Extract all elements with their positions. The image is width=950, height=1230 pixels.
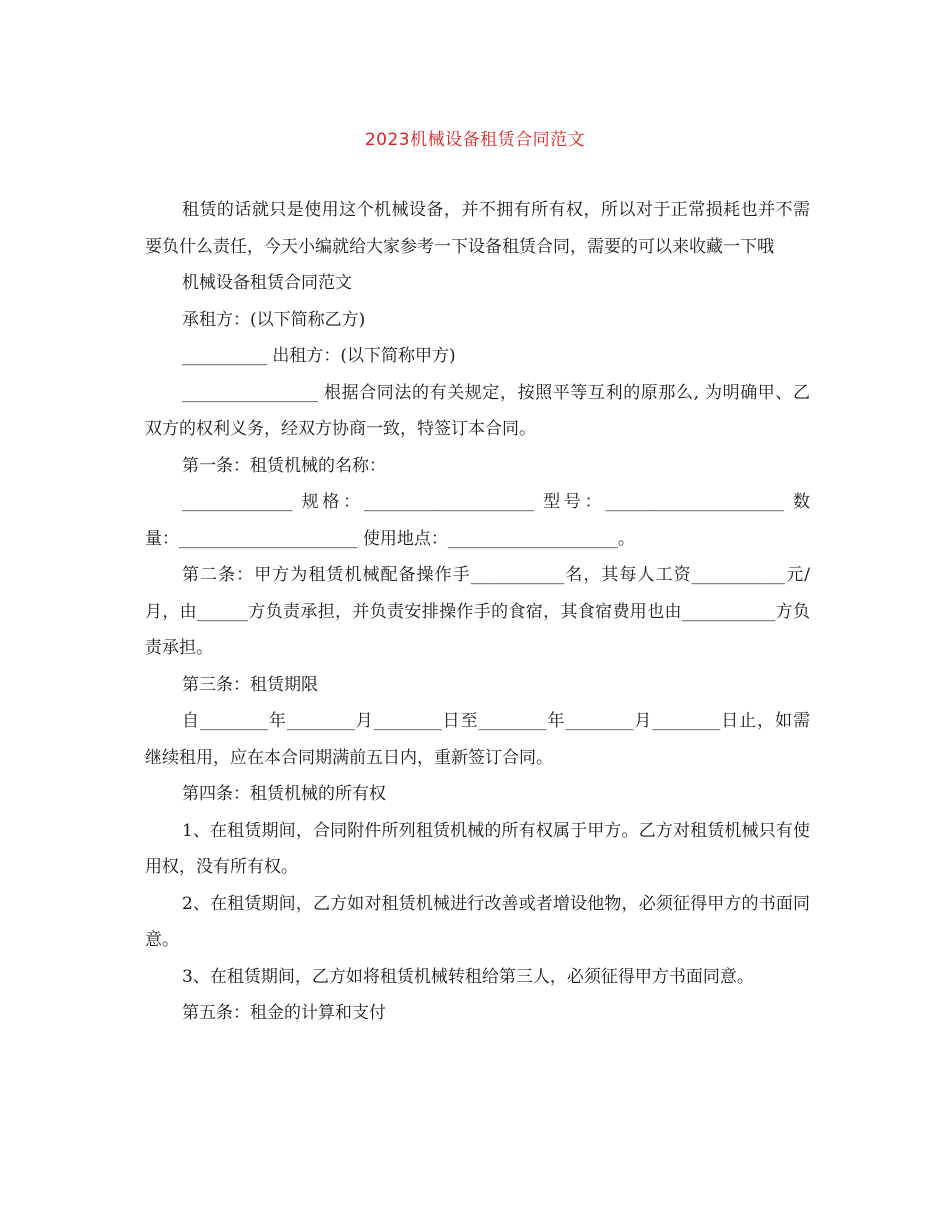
article-4-clause-1: 1、在租赁期间，合同附件所列租赁机械的所有权属于甲方。乙方对租赁机械只有使用权，没有所有权。 bbox=[145, 820, 810, 877]
paragraph-subtitle: 机械设备租赁合同范文 bbox=[182, 273, 352, 293]
paragraph-intro: 租赁的话就只是使用这个机械设备，并不拥有所有权，所以对于正常损耗也并不需要负什么责任，今天小编就给大家参考一下设备租赁合同，需要的可以来收藏一下哦 bbox=[145, 200, 810, 257]
article-3-heading: 第三条：租赁期限 bbox=[182, 674, 318, 695]
document-body bbox=[145, 192, 810, 1032]
document-title: 2023机械设备租赁合同范文 bbox=[364, 130, 586, 150]
article-2: 第二条：甲方为租赁机械配备操作手___________名，其每人工资___________元/月，由______方负责承担，并负责安排操作手的食宿，其食宿费用也由___________方负责承担。 bbox=[145, 565, 810, 658]
paragraph-lessor: __________ 出租方：(以下简称甲方) bbox=[182, 346, 456, 366]
article-1-heading: 第一条：租赁机械的名称： bbox=[182, 455, 386, 476]
article-4-heading: 第四条：租赁机械的所有权 bbox=[182, 784, 386, 804]
article-4-clause-3: 3、在租赁期间，乙方如将租赁机械转租给第三人，必须征得甲方书面同意。 bbox=[182, 966, 754, 987]
article-1-fields: _____________ 规格：____________________ 型号：_____________________ 数量：_____________________ 使用地点：____________________。 bbox=[145, 492, 810, 549]
paragraph-preamble: ________________ 根据合同法的有关规定，按照平等互利的原那么, 为明确甲、乙双方的权利义务，经双方协商一致，特签订本合同。 bbox=[145, 382, 810, 439]
article-4-clause-2: 2、在租赁期间，乙方如对租赁机械进行改善或者增设他物，必须征得甲方的书面同意。 bbox=[145, 893, 810, 950]
article-5-heading: 第五条：租金的计算和支付 bbox=[182, 1003, 386, 1023]
article-3-period: 自________年________月________日至________年________月________日止，如需继续租用，应在本合同期满前五日内，重新签订合同。 bbox=[145, 711, 810, 768]
paragraph-lessee: 承租方：(以下简称乙方) bbox=[182, 309, 366, 330]
